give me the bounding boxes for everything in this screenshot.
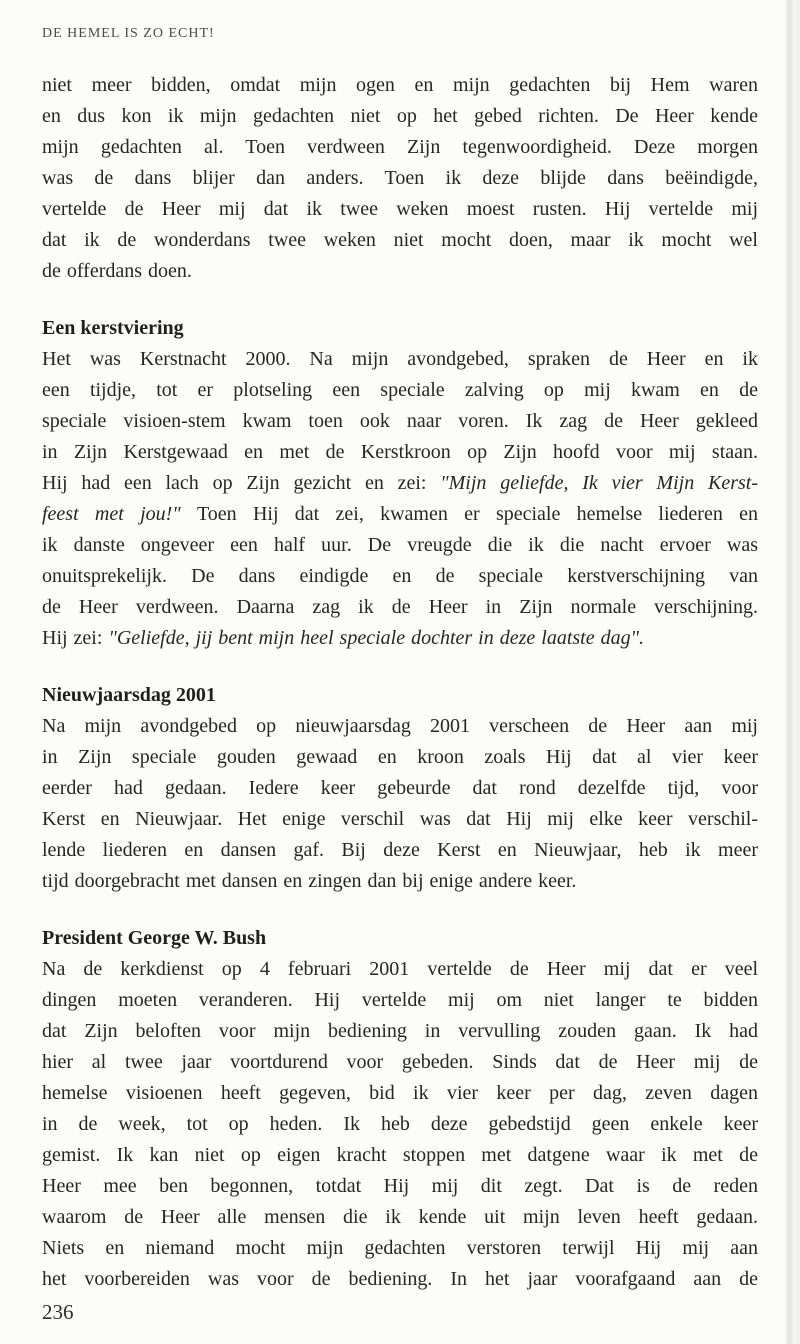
text-line (42, 1109, 758, 1140)
text-line (42, 1202, 758, 1233)
text-line (42, 1078, 758, 1109)
text-line (42, 101, 758, 132)
text-line (42, 804, 758, 835)
section-heading: President George W. Bush (42, 927, 267, 949)
text-segment: Kerst en Nieuwjaar. Het enige verschil was dat Hij mij elke keer verschil- (42, 808, 758, 830)
text-segment: was de dans blijer dan anders. Toen ik deze blijde dans beëindigde, (42, 167, 758, 189)
text-line (42, 344, 758, 375)
text-segment: Hij zei: (42, 627, 109, 649)
text-section (42, 313, 758, 654)
text-segment: een tijdje, tot er plotseling een speciale zalving op mij kwam en de (42, 379, 758, 401)
text-segment: dingen moeten veranderen. Hij vertelde mij om niet langer te bidden (42, 989, 758, 1011)
text-segment: Toen Hij dat zei, kwamen er speciale hemelse liederen en (196, 503, 758, 525)
section-heading: Een kerstviering (42, 317, 184, 339)
text-segment: in Zijn speciale gouden gewaad en kroon zoals Hij dat al vier keer (42, 746, 758, 768)
text-line (42, 1140, 758, 1171)
text-segment: hier al twee jaar voortdurend voor gebeden. Sinds dat de Heer mij de (42, 1051, 758, 1073)
text-line (42, 1047, 758, 1078)
text-line (42, 163, 758, 194)
text-segment: in Zijn Kerstgewaad en met de Kerstkroon op Zijn hoofd voor mij staan. (42, 441, 758, 463)
text-line (42, 985, 758, 1016)
quoted-speech-italic: feest met jou!" (42, 503, 197, 525)
text-segment: mijn gedachten al. Toen verdween Zijn tegenwoordigheid. Deze morgen (42, 136, 758, 158)
text-segment: tijd doorgebracht met dansen en zingen dan bij enige andere keer. (42, 870, 577, 892)
page-number: 236 (42, 1300, 74, 1324)
text-segment: Het was Kerstnacht 2000. Na mijn avondgebed, spraken de Heer en ik (42, 348, 758, 370)
text-line (42, 530, 758, 561)
quoted-speech-italic: "Mijn geliefde, Ik vier Mijn Kerst- (440, 472, 758, 494)
text-line (42, 561, 758, 592)
text-line (42, 711, 758, 742)
text-segment: eerder had gedaan. Iedere keer gebeurde dat rond dezelfde tijd, voor (42, 777, 758, 799)
page-content (42, 70, 758, 1295)
text-segment: waarom de Heer alle mensen die ik kende uit mijn leven heeft gedaan. (42, 1206, 758, 1228)
text-line (42, 954, 758, 985)
text-section (42, 70, 758, 287)
text-line (42, 773, 758, 804)
text-line (42, 375, 758, 406)
text-line (42, 256, 758, 287)
text-segment: speciale visioen-stem kwam toen ook naar voren. Ik zag de Heer gekleed (42, 410, 758, 432)
text-line (42, 1264, 758, 1295)
text-section (42, 923, 758, 1295)
text-segment: gemist. Ik kan niet op eigen kracht stoppen met datgene waar ik met de (42, 1144, 758, 1166)
text-line (42, 1233, 758, 1264)
text-segment: Niets en niemand mocht mijn gedachten verstoren terwijl Hij mij aan (42, 1237, 758, 1259)
text-segment: dat Zijn beloften voor mijn bediening in vervulling zouden gaan. Ik had (42, 1020, 758, 1042)
text-segment: het voorbereiden was voor de bediening. In het jaar voorafgaand aan de (42, 1268, 758, 1290)
text-segment: niet meer bidden, omdat mijn ogen en mijn gedachten bij Hem waren (42, 74, 758, 96)
text-segment: vertelde de Heer mij dat ik twee weken moest rusten. Hij vertelde mij (42, 198, 758, 220)
text-line (42, 592, 758, 623)
text-segment: onuitsprekelijk. De dans eindigde en de speciale kerstverschijning van (42, 565, 758, 587)
text-segment: ik danste ongeveer een half uur. De vreugde die ik die nacht ervoer was (42, 534, 758, 556)
text-line (42, 468, 758, 499)
text-line (42, 406, 758, 437)
page-edge-shadow (778, 0, 800, 1344)
text-line (42, 499, 758, 530)
running-head: DE HEMEL IS ZO ECHT! (42, 26, 215, 41)
text-line (42, 70, 758, 101)
text-line (42, 225, 758, 256)
text-line (42, 1016, 758, 1047)
text-line (42, 866, 758, 897)
text-segment: hemelse visioenen heeft gegeven, bid ik vier keer per dag, zeven dagen (42, 1082, 758, 1104)
text-line (42, 835, 758, 866)
text-line (42, 1171, 758, 1202)
text-segment: dat ik de wonderdans twee weken niet mocht doen, maar ik mocht wel (42, 229, 758, 251)
text-segment: in de week, tot op heden. Ik heb deze gebedstijd geen enkele keer (42, 1113, 758, 1135)
text-line (42, 194, 758, 225)
text-line (42, 623, 758, 654)
text-segment: Na mijn avondgebed op nieuwjaarsdag 2001 verscheen de Heer aan mij (42, 715, 758, 737)
text-segment: de Heer verdween. Daarna zag ik de Heer in Zijn normale verschijning. (42, 596, 758, 618)
text-section (42, 680, 758, 897)
text-line (42, 132, 758, 163)
section-heading: Nieuwjaarsdag 2001 (42, 684, 216, 706)
text-segment: de offerdans doen. (42, 260, 192, 282)
text-segment: Heer mee ben begonnen, totdat Hij mij dit zegt. Dat is de reden (42, 1175, 758, 1197)
text-line (42, 742, 758, 773)
text-segment: Hij had een lach op Zijn gezicht en zei: (42, 472, 441, 494)
text-segment: Na de kerkdienst op 4 februari 2001 vertelde de Heer mij dat er veel (42, 958, 758, 980)
text-segment: en dus kon ik mijn gedachten niet op het gebed richten. De Heer kende (42, 105, 758, 127)
quoted-speech-italic: "Geliefde, jij bent mijn heel speciale dochter in deze laatste dag". (108, 627, 644, 649)
text-segment: lende liederen en dansen gaf. Bij deze Kerst en Nieuwjaar, heb ik meer (42, 839, 758, 861)
text-line (42, 437, 758, 468)
